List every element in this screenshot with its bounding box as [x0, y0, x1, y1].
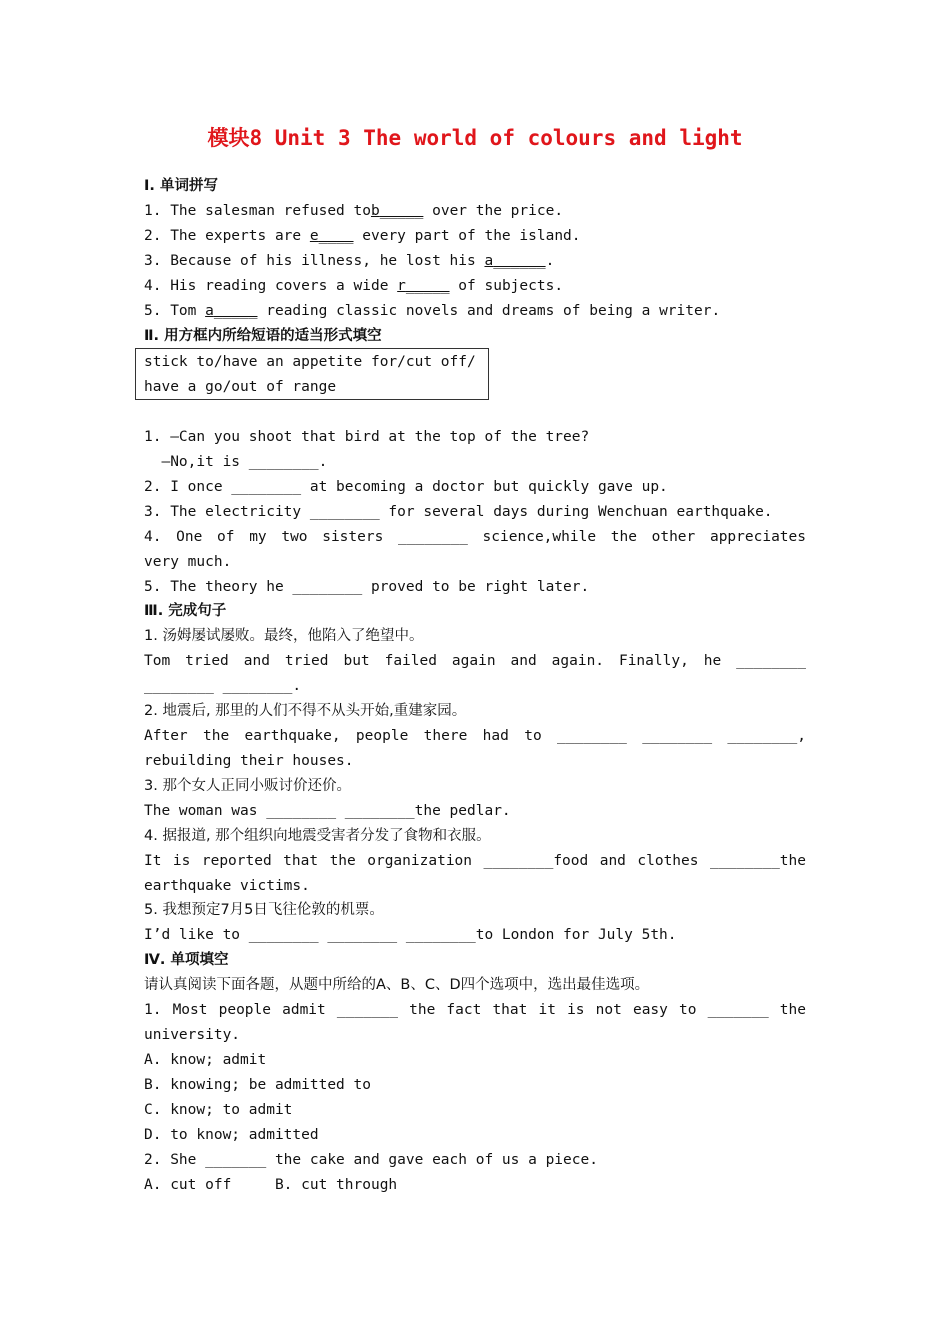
- spelling-item-5: 5. Tom a_____ reading classic novels and dreams of being a writer.: [144, 303, 721, 319]
- choice-line-2: university.: [144, 1027, 241, 1043]
- sentence-line-2: Tom tried and tried but failed again and again. Finally, he ________: [144, 653, 806, 669]
- sentence-line-8: The woman was ________ ________the pedlar.: [144, 803, 511, 819]
- phrase-box-line-2: have a go/out of range: [144, 379, 337, 395]
- choice-option-b: B. knowing; be admitted to: [144, 1077, 371, 1093]
- sentence-line-13: I’d like to ________ ________ ________to London for July 5th.: [144, 927, 677, 943]
- section-3-heading: Ⅲ. 完成句子: [144, 603, 227, 619]
- choice-options-q2: A. cut off B. cut through: [144, 1177, 398, 1193]
- sentence-line-7: 3. 那个女人正同小贩讨价还价。: [144, 778, 351, 794]
- choice-option-c: C. know; to admit: [144, 1102, 293, 1118]
- section-4-heading: Ⅳ. 单项填空: [144, 952, 229, 968]
- phrase-line-5: 4. One of my two sisters ________ science,while the other appreciates: [144, 529, 806, 545]
- choice-option-a: A. know; admit: [144, 1052, 267, 1068]
- sentence-line-1: 1. 汤姆屡试屡败。最终，他陷入了绝望中。: [144, 628, 424, 644]
- choice-option-d: D. to know; admitted: [144, 1127, 319, 1143]
- sentence-line-5: After the earthquake, people there had to ________ ________ ________,: [144, 728, 806, 744]
- spelling-item-4: 4. His reading covers a wide r_____ of subjects.: [144, 278, 564, 294]
- choice-line-q2: 2. She _______ the cake and gave each of us a piece.: [144, 1152, 598, 1168]
- sentence-line-12: 5. 我想预定7月5日飞往伦敦的机票。: [144, 902, 384, 918]
- sentence-line-6: rebuilding their houses.: [144, 753, 354, 769]
- sentence-line-11: earthquake victims.: [144, 878, 310, 894]
- phrase-line-6: very much.: [144, 554, 232, 570]
- phrase-box-line-1: stick to/have an appetite for/cut off/: [144, 354, 476, 370]
- phrase-line-4: 3. The electricity ________ for several days during Wenchuan earthquake.: [144, 504, 773, 520]
- phrase-line-7: 5. The theory he ________ proved to be right later.: [144, 579, 590, 595]
- sentence-line-9: 4. 据报道, 那个组织向地震受害者分发了食物和衣服。: [144, 828, 491, 844]
- sentence-line-4: 2. 地震后, 那里的人们不得不从头开始,重建家园。: [144, 703, 467, 719]
- section-1-heading: Ⅰ. 单词拼写: [144, 178, 218, 194]
- sentence-line-10: It is reported that the organization ________food and clothes ________the: [144, 853, 806, 869]
- phrase-line-3: 2. I once ________ at becoming a doctor but quickly gave up.: [144, 479, 668, 495]
- choice-line-1: 1. Most people admit _______ the fact that it is not easy to _______ the: [144, 1002, 806, 1018]
- spelling-item-3: 3. Because of his illness, he lost his a______.: [144, 253, 555, 269]
- sentence-line-3: ________ ________.: [144, 678, 302, 694]
- phrase-line-2: —No,it is ________.: [144, 454, 328, 470]
- spelling-item-2: 2. The experts are e____ every part of the island.: [144, 228, 581, 244]
- choice-instructions: 请认真阅读下面各题，从题中所给的A、B、C、D四个选项中，选出最佳选项。: [144, 977, 650, 993]
- phrase-line-1: 1. —Can you shoot that bird at the top of the tree?: [144, 429, 590, 445]
- spelling-item-1: 1. The salesman refused tob_____ over the price.: [144, 203, 564, 219]
- phrase-box: [135, 348, 489, 400]
- page-title: 模块8 Unit 3 The world of colours and light: [207, 126, 743, 150]
- section-2-heading: Ⅱ. 用方框内所给短语的适当形式填空: [144, 328, 382, 344]
